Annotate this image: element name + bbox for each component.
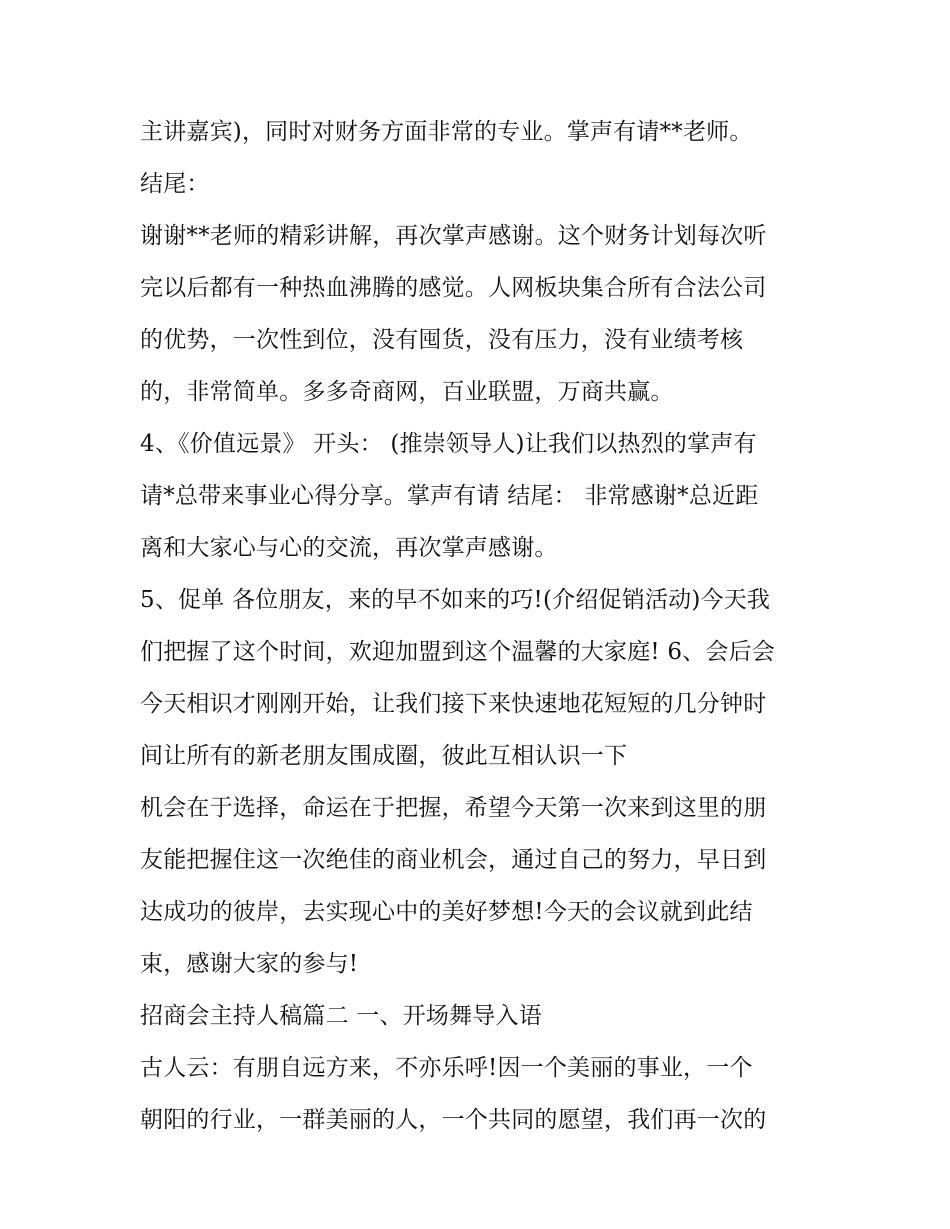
text-line: 达成功的彼岸，去实现心中的美好梦想!今天的会议就到此结 (140, 899, 753, 925)
text-line: 今天相识才刚刚开始，让我们接下来快速地花短短的几分钟时 (140, 691, 767, 717)
text-line: 机会在于选择，命运在于把握，希望今天第一次来到这里的朋 (140, 795, 767, 821)
text-line: 请*总带来事业心得分享。掌声有请 结尾： 非常感谢*总近距 (140, 483, 759, 509)
text-line: 完以后都有一种热血沸腾的感觉。人网板块集合所有合法公司 (140, 275, 767, 301)
text-line: 们把握了这个时间，欢迎加盟到这个温馨的大家庭! 6、会后会 (140, 639, 775, 665)
section-heading: 招商会主持人稿篇二 一、开场舞导入语 (140, 1003, 542, 1029)
text-line: 结尾： (140, 171, 210, 197)
text-line: 谢谢**老师的精彩讲解，再次掌声感谢。这个财务计划每次听 (140, 223, 767, 249)
text-line: 离和大家心与心的交流，再次掌声感谢。 (140, 535, 558, 561)
document-body (140, 106, 820, 1146)
text-line: 4、《价值远景》 开头： (推崇领导人)让我们以热烈的掌声有 (140, 431, 757, 457)
text-line: 束，感谢大家的参与! (140, 951, 359, 977)
text-line: 5、促单 各位朋友，来的早不如来的巧!(介绍促销活动)今天我 (140, 587, 771, 613)
text-line: 朝阳的行业，一群美丽的人，一个共同的愿望，我们再一次的 (140, 1107, 767, 1133)
text-line: 间让所有的新老朋友围成圈，彼此互相认识一下 (140, 743, 628, 769)
text-line: 友能把握住这一次绝佳的商业机会，通过自己的努力，早日到 (140, 847, 767, 873)
text-line: 的，非常简单。多多奇商网，百业联盟，万商共赢。 (140, 379, 674, 405)
text-line: 主讲嘉宾)，同时对财务方面非常的专业。掌声有请**老师。 (140, 119, 753, 145)
text-line: 的优势，一次性到位，没有囤货，没有压力，没有业绩考核 (140, 327, 744, 353)
text-line: 古人云：有朋自远方来，不亦乐呼!因一个美丽的事业，一个 (140, 1055, 753, 1081)
